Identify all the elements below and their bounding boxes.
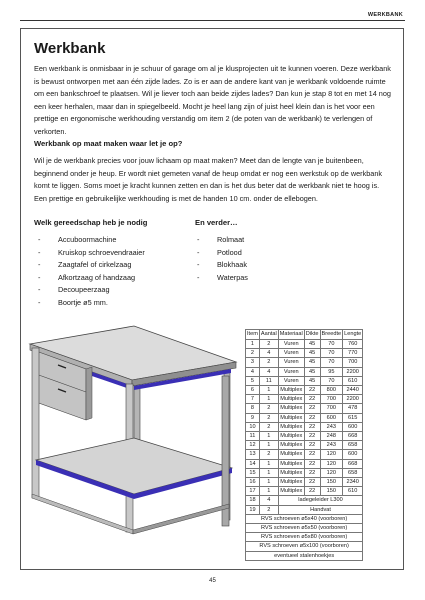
table-cell: 2200 [343, 395, 363, 404]
table-cell: ladegeleider L300 [278, 496, 362, 505]
table-cell: Multiplex [280, 433, 303, 440]
table-cell: 2340 [343, 478, 363, 487]
table-cell: 600 [343, 450, 363, 459]
table-cell: 1 [246, 340, 260, 349]
table-row [246, 542, 363, 551]
table-cell: 70 [320, 358, 343, 367]
table-cell: Multiplex [280, 423, 303, 430]
header-rule [20, 20, 405, 21]
table-row [246, 533, 363, 542]
table-cell: 2 [246, 349, 260, 358]
table-cell: 1 [259, 441, 278, 450]
table-cell: Multiplex [280, 479, 303, 486]
parts-table [245, 329, 363, 561]
table-cell: 668 [343, 459, 363, 468]
table-cell: 478 [343, 404, 363, 413]
table-cell: Vuren [278, 358, 304, 367]
list-item: - Afkortzaag of handzaag [38, 272, 136, 282]
table-cell: 615 [343, 413, 363, 422]
table-cell: 45 [304, 367, 320, 376]
table-cell: 22 [304, 459, 320, 468]
table-cell: 1 [259, 487, 278, 496]
table-cell: 8 [246, 404, 260, 413]
table-cell: 6 [246, 386, 260, 395]
table-cell: 16 [246, 478, 260, 487]
table-cell: 150 [320, 487, 343, 496]
extra-list [197, 234, 248, 284]
table-cell: 1 [259, 432, 278, 441]
table-cell: 2200 [343, 367, 363, 376]
table-cell: 2 [259, 340, 278, 349]
table-cell: 15 [246, 468, 260, 477]
table-cell: 2 [259, 505, 278, 514]
tools-list [38, 234, 145, 310]
table-cell: 243 [320, 441, 343, 450]
column-header: Aantal [259, 330, 278, 340]
section-heading: Werkbank op maat maken waar let je op? [34, 139, 183, 148]
table-row [246, 386, 363, 395]
page-title: Werkbank [34, 40, 106, 57]
table-cell: 243 [320, 422, 343, 431]
table-row [246, 422, 363, 431]
table-header-row [246, 330, 363, 340]
column-header: Dikte [304, 330, 320, 340]
intro-paragraph: Een werkbank is onmisbaar in je schuur of garage om al je klusprojecten uit te kunnen voeren. Deze werkbank is bewust ontworpen met aan één zijde lades. Zo is er aan de andere kant van je werkbank voldoende ruimte om een bankschroef te plaatsen. Wil je liever toch aan beide zijdes lades? Dan kun je stap 8 tot en met 14 nog een keer herhalen, maar dan in spiegelbeeld. Mocht je heel lang zijn of juist heel klein dan is het voor een prettige en ergonomische werkhouding verstandig om item 2 (de poten van de werkbank) te verlengen of verkorten. [34, 64, 391, 136]
table-cell: Vuren [278, 349, 304, 358]
table-cell: 22 [304, 441, 320, 450]
list-item: - Blokhaak [197, 260, 248, 270]
table-cell: 2 [259, 450, 278, 459]
table-cell: RVS schroeven ø5x80 (voorboren) [246, 533, 363, 542]
table-cell: 150 [320, 478, 343, 487]
table-cell: 7 [246, 395, 260, 404]
table-cell: Multiplex [280, 405, 303, 412]
table-cell: 1 [259, 468, 278, 477]
table-cell: 610 [343, 487, 363, 496]
table-cell: 2440 [343, 386, 363, 395]
table-cell: 3 [246, 358, 260, 367]
table-cell: 14 [246, 459, 260, 468]
table-cell: Multiplex [280, 460, 303, 467]
table-cell: 4 [246, 367, 260, 376]
table-row [246, 340, 363, 349]
table-row [246, 413, 363, 422]
table-cell: 4 [259, 367, 278, 376]
table-row [246, 349, 363, 358]
column-header: Materiaal [278, 330, 304, 340]
table-cell: 770 [343, 349, 363, 358]
table-cell: 13 [246, 450, 260, 459]
table-cell: Multiplex [280, 488, 303, 495]
table-cell: 45 [304, 358, 320, 367]
table-cell: 700 [320, 404, 343, 413]
column-header: Item [246, 330, 260, 340]
page-number: 45 [209, 578, 216, 584]
table-cell: eventueel stalenhoekjes [246, 551, 363, 560]
list-item: - Decoupeerzaag [38, 285, 110, 295]
table-cell: 610 [343, 376, 363, 385]
table-cell: 1 [259, 386, 278, 395]
table-cell: 22 [304, 404, 320, 413]
table-cell: 22 [304, 468, 320, 477]
table-cell: 11 [259, 376, 278, 385]
table-cell: 658 [343, 441, 363, 450]
table-cell: 17 [246, 487, 260, 496]
table-cell: 700 [343, 358, 363, 367]
list-item: - Boortje ø5 mm. [38, 297, 108, 307]
list-item: - Kruiskop schroevendraaier [38, 247, 145, 257]
table-cell: Multiplex [280, 451, 303, 458]
table-cell: 70 [320, 376, 343, 385]
table-cell: 120 [320, 450, 343, 459]
table-cell: 11 [246, 432, 260, 441]
column-header: Lengte [343, 330, 363, 340]
table-cell: 22 [304, 450, 320, 459]
table-cell: Multiplex [280, 387, 303, 394]
table-cell: 70 [320, 340, 343, 349]
table-cell: 19 [246, 505, 260, 514]
table-row [246, 487, 363, 496]
table-cell: 1 [259, 478, 278, 487]
table-cell: 22 [304, 386, 320, 395]
table-row [246, 478, 363, 487]
running-header: WERKBANK [367, 12, 403, 18]
table-row [246, 450, 363, 459]
table-cell: 22 [304, 478, 320, 487]
table-cell: 45 [304, 340, 320, 349]
table-cell: 22 [304, 413, 320, 422]
extra-heading: En verder… [195, 218, 238, 227]
table-row [246, 376, 363, 385]
table-cell: 2 [259, 358, 278, 367]
table-cell: 2 [259, 422, 278, 431]
table-cell: RVS schroeven ø5x100 (voorboren) [246, 542, 363, 551]
list-item: - Waterpas [197, 272, 248, 282]
workbench-illustration [26, 318, 241, 538]
table-cell: 600 [343, 422, 363, 431]
table-cell: 4 [259, 349, 278, 358]
sizing-paragraph: Wil je de werkbank precies voor jouw lichaam op maat maken? Meet dan de lengte van je buitenbeen, beginnend onder je heup. Er wordt niet gemeten vanaf de heup omdat er nog een werkstuk op de werkbank komt te liggen. Soms moet je kracht kunnen zetten en dan is het dus beter dat de werkbank niet te hoog is. Een prettige en gebruikelijke werkhouding is met de handen 10 cm. onder de ellebogen. [34, 156, 383, 203]
table-cell: 9 [246, 413, 260, 422]
table-cell: RVS schroeven ø5x50 (voorboren) [246, 524, 363, 533]
table-cell: 120 [320, 459, 343, 468]
list-item: - Accuboormachine [38, 235, 117, 244]
table-cell: 70 [320, 349, 343, 358]
table-cell: 668 [343, 432, 363, 441]
table-row [246, 514, 363, 523]
table-row [246, 367, 363, 376]
table-cell: 120 [320, 468, 343, 477]
table-cell: 700 [320, 395, 343, 404]
table-cell: 22 [304, 422, 320, 431]
table-cell: Handvat [278, 505, 362, 514]
table-cell: 2 [259, 404, 278, 413]
table-row [246, 404, 363, 413]
table-row [246, 551, 363, 560]
table-cell: Multiplex [280, 469, 303, 476]
table-cell: 22 [304, 432, 320, 441]
table-row [246, 459, 363, 468]
table-cell: 1 [259, 395, 278, 404]
parts-table-body [246, 340, 363, 561]
table-cell: Multiplex [280, 414, 303, 421]
table-row [246, 524, 363, 533]
table-cell: 12 [246, 441, 260, 450]
table-cell: 22 [304, 395, 320, 404]
table-cell: 4 [259, 496, 278, 505]
table-cell: 10 [246, 422, 260, 431]
table-row [246, 432, 363, 441]
table-row [246, 468, 363, 477]
table-cell: 658 [343, 468, 363, 477]
table-row [246, 505, 363, 514]
table-cell: Vuren [278, 376, 304, 385]
table-row [246, 441, 363, 450]
table-cell: Multiplex [280, 442, 303, 449]
table-cell: 760 [343, 340, 363, 349]
table-cell: Multiplex [280, 396, 303, 403]
tools-heading: Welk gereedschap heb je nodig [34, 218, 148, 227]
table-cell: 5 [246, 376, 260, 385]
table-cell: 45 [304, 349, 320, 358]
table-cell: 45 [304, 376, 320, 385]
table-row [246, 496, 363, 505]
table-cell: Vuren [278, 367, 304, 376]
table-cell: 800 [320, 386, 343, 395]
column-header: Breedte [320, 330, 343, 340]
table-cell: 248 [320, 432, 343, 441]
table-cell: 18 [246, 496, 260, 505]
list-item: - Potlood [197, 247, 242, 257]
table-cell: Vuren [278, 340, 304, 349]
table-row [246, 358, 363, 367]
table-cell: 1 [259, 459, 278, 468]
table-cell: 22 [304, 487, 320, 496]
table-cell: 95 [320, 367, 343, 376]
list-item: - Rolmaat [197, 235, 245, 244]
table-cell: 2 [259, 413, 278, 422]
table-cell: RVS schroeven ø5x40 (voorboren) [246, 514, 363, 523]
table-row [246, 395, 363, 404]
table-cell: 600 [320, 413, 343, 422]
list-item: - Zaagtafel of cirkelzaag [38, 260, 132, 270]
